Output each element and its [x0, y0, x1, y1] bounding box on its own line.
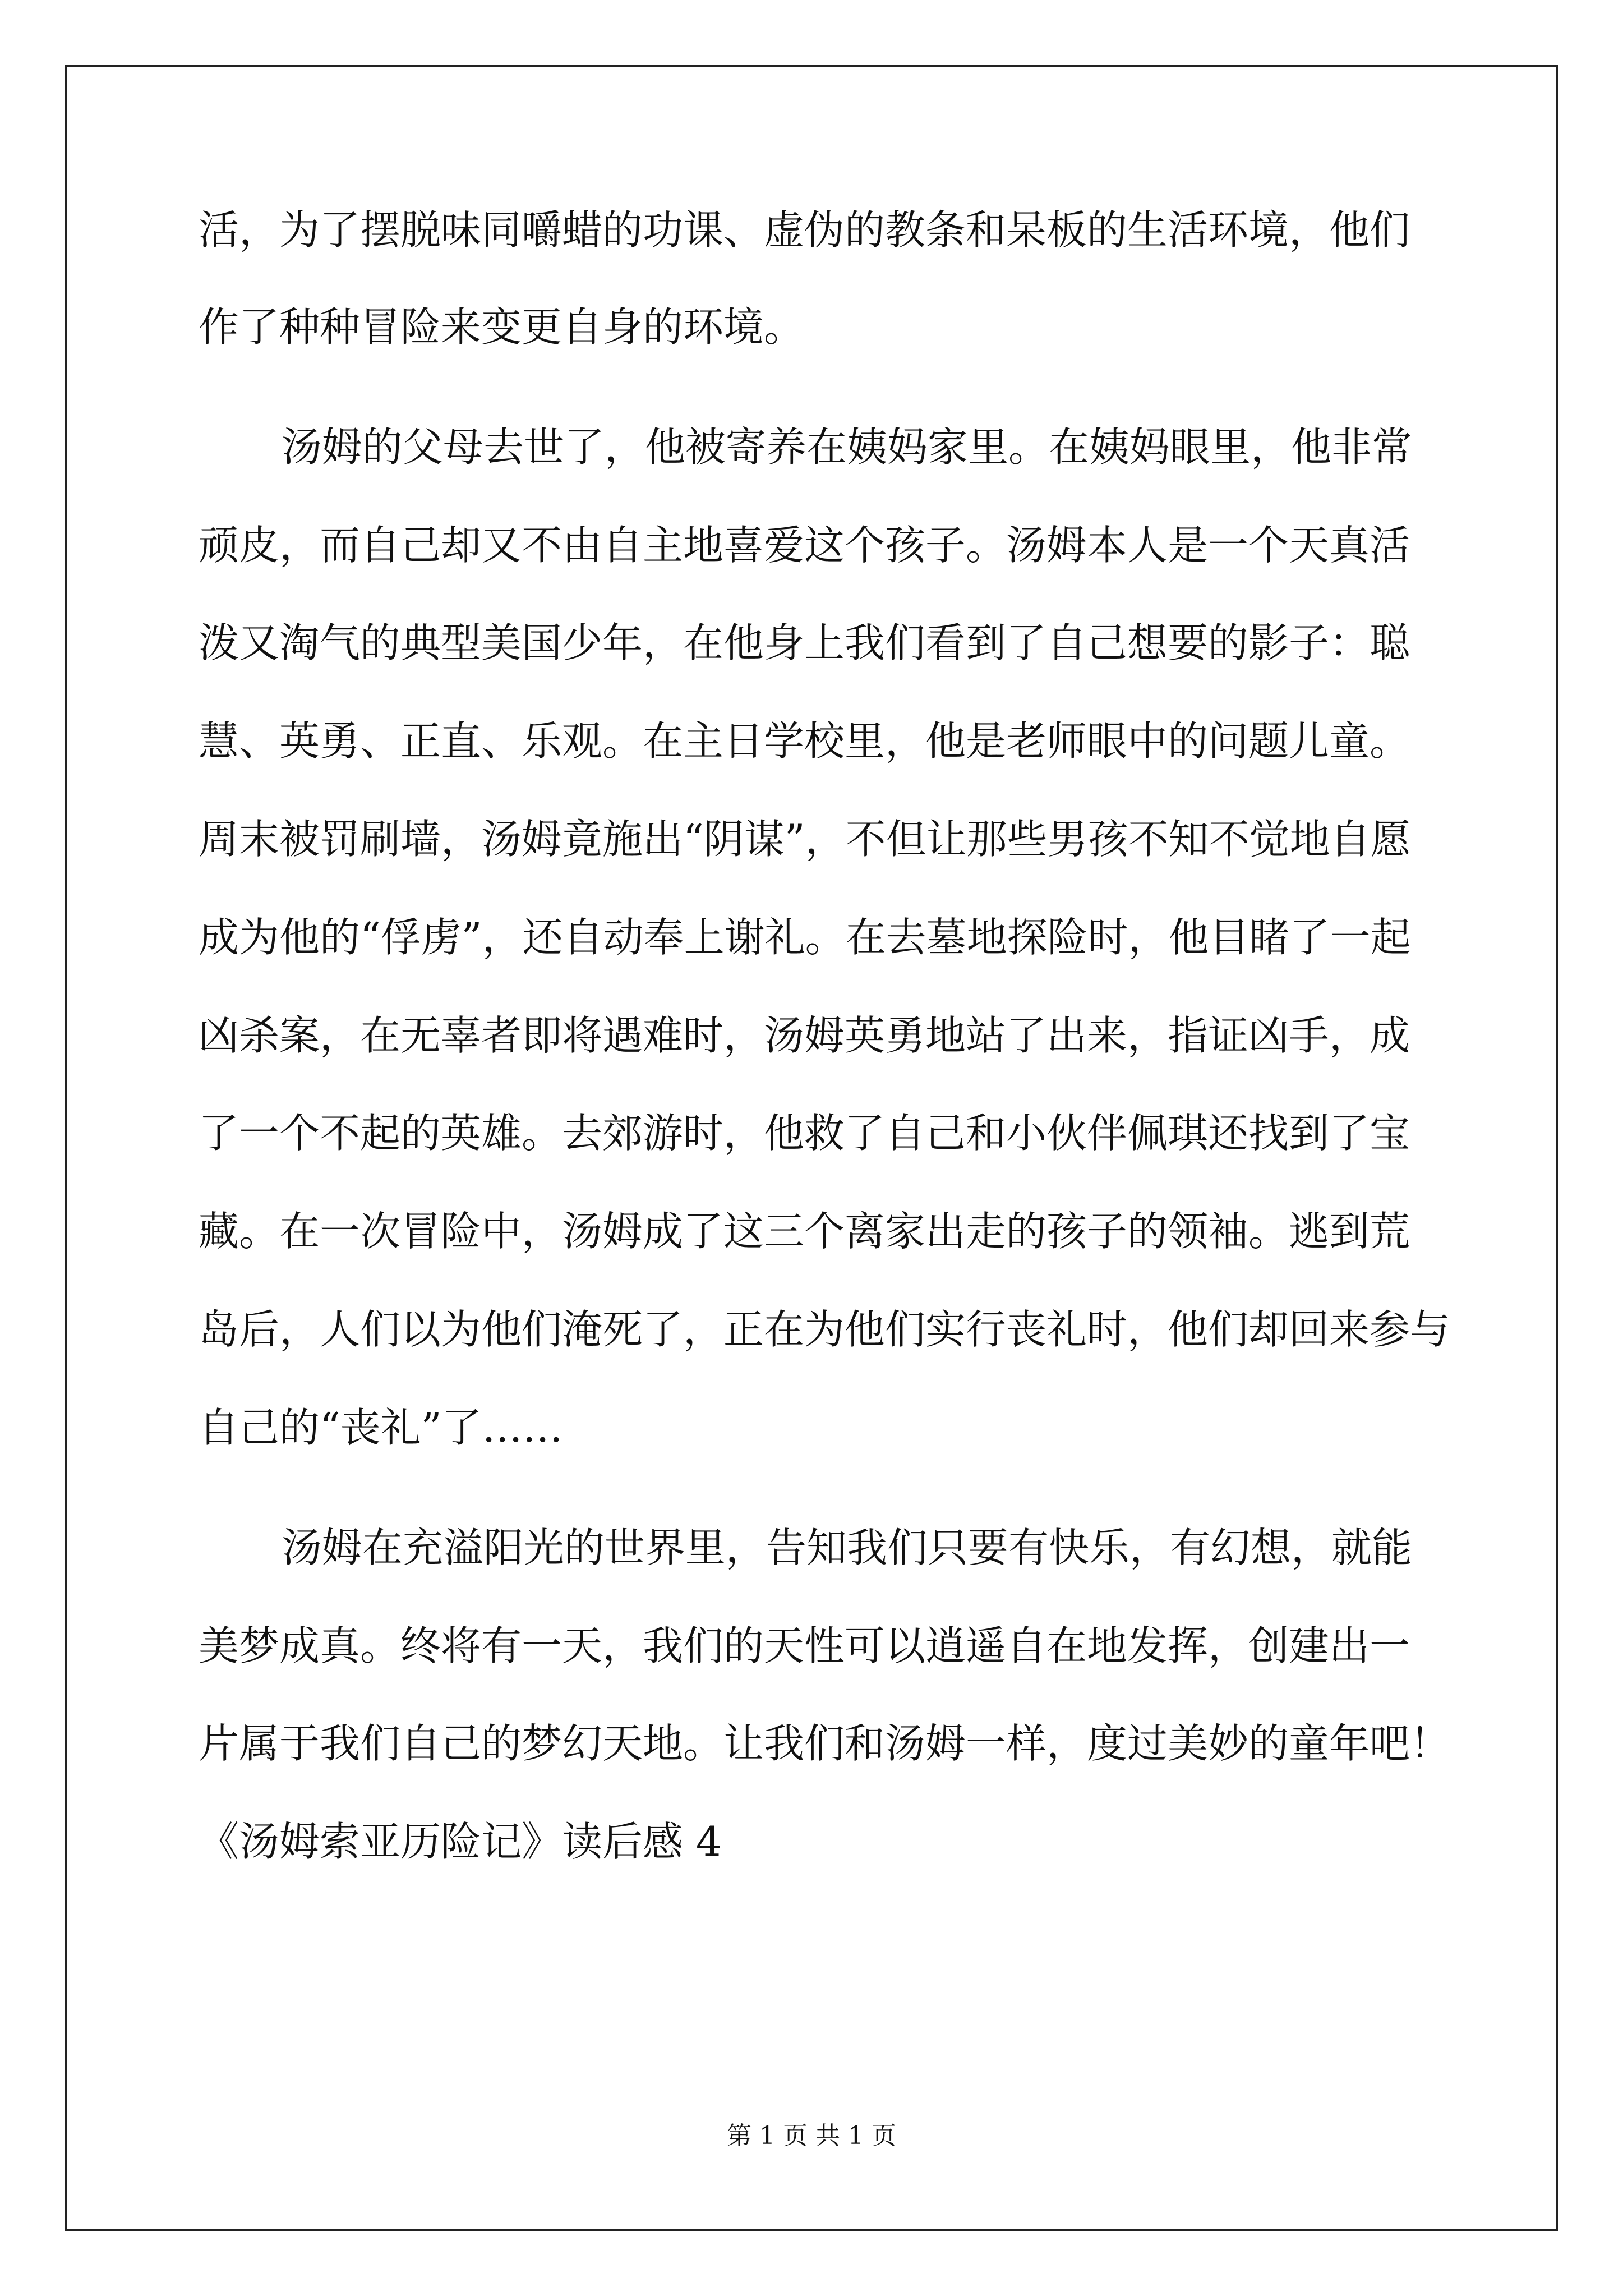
text-line: 作了种种冒险来变更自身的环境。 [199, 303, 805, 351]
text-line: 凶杀案，在无辜者即将遇难时，汤姆英勇地站了出来，指证凶手，成 [199, 1012, 1410, 1059]
text-line: 自己的“丧礼”了…… [199, 1404, 563, 1451]
text-line: 周末被罚刷墙，汤姆竟施出“阴谋”，不但让那些男孩不知不觉地自愿 [199, 816, 1411, 863]
text-line: 成为他的“俘虏”，还自动奉上谢礼。在去墓地探险时，他目睹了一起 [199, 914, 1411, 961]
text-line: 活，为了摆脱味同嚼蜡的功课、虚伪的教条和呆板的生活环境，他们 [199, 206, 1410, 254]
text-line: 了一个不起的英雄。去郊游时，他救了自己和小伙伴佩琪还找到了宝 [199, 1110, 1410, 1157]
text-line: 顽皮，而自己却又不由自主地喜爱这个孩子。汤姆本人是一个天真活 [199, 522, 1410, 569]
text-line: 片属于我们自己的梦幻天地。让我们和汤姆一样，度过美妙的童年吧！ [199, 1720, 1451, 1767]
paragraph-first-line: 汤姆在充溢阳光的世界里，告知我们只要有快乐，有幻想，就能 [282, 1524, 1413, 1571]
text-line: 泼又淘气的典型美国少年，在他身上我们看到了自己想要的影子：聪 [199, 619, 1410, 666]
text-line: 慧、英勇、正直、乐观。在主日学校里，他是老师眼中的问题儿童。 [199, 717, 1410, 765]
text-line: 藏。在一次冒险中，汤姆成了这三个离家出走的孩子的领袖。逃到荒 [199, 1208, 1410, 1255]
text-line: 岛后，人们以为他们淹死了，正在为他们实行丧礼时，他们却回来参与 [199, 1306, 1451, 1353]
paragraph-first-line: 汤姆的父母去世了，他被寄养在姨妈家里。在姨妈眼里，他非常 [282, 424, 1413, 471]
page-footer: 第 1 页 共 1 页 [727, 2122, 896, 2150]
text-line: 美梦成真。终将有一天，我们的天性可以逍遥自在地发挥，创建出一 [199, 1622, 1410, 1669]
section-heading: 《汤姆索亚历险记》读后感 4 [199, 1818, 722, 1865]
